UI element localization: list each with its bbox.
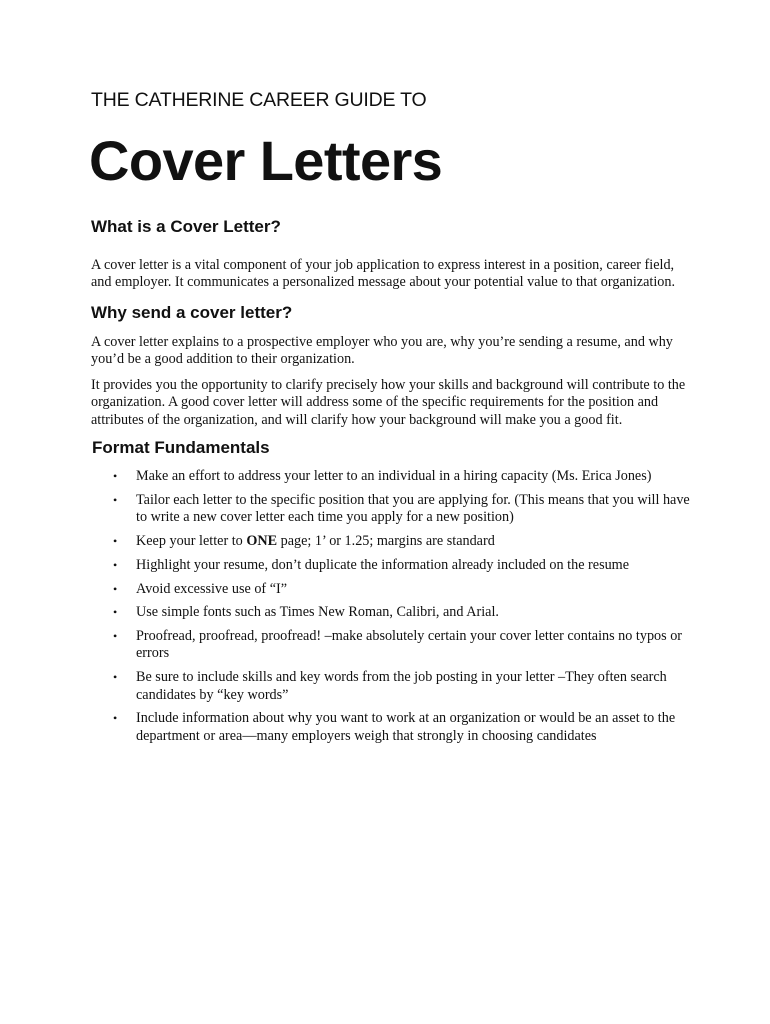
list-item-text: Use simple fonts such as Times New Roman, Calibri, and Arial. [136, 604, 499, 621]
list-item-text: Avoid excessive use of “I” [136, 580, 288, 597]
bullet-icon: • [113, 711, 118, 726]
list-item-text: Include information about why you want to work at an organization or would be an asset to the department or area—many employers weigh that strongly in choosing candidates [136, 710, 676, 744]
section-heading-what: What is a Cover Letter? [91, 217, 281, 236]
bullet-icon: • [113, 557, 118, 572]
list-item-text: Highlight your resume, don’t duplicate the information already included on the resume [136, 556, 630, 573]
list-item-text-after: page; 1’ or 1.25; margins are standard [277, 532, 495, 549]
list-item [91, 628, 691, 663]
guide-kicker: THE CATHERINE CAREER GUIDE TO [91, 89, 427, 111]
bullet-icon: • [113, 492, 118, 507]
paragraph-what: A cover letter is a vital component of your job application to express interest in a position, career field, and employer. It communicates a personalized message about your potential value to that organization. [91, 257, 676, 291]
paragraph-why-1: A cover letter explains to a prospective employer who you are, why you’re sending a resume, and why you’d be a good addition to their organization. [91, 333, 673, 367]
list-item-text: Make an effort to address your letter to an individual in a hiring capacity (Ms. Erica Jones) [136, 468, 652, 485]
list-item [91, 710, 691, 745]
bullet-icon: • [113, 670, 118, 685]
list-item [91, 468, 691, 485]
bullet-icon: • [113, 629, 118, 644]
list-item [91, 669, 691, 704]
section-heading-why: Why send a cover letter? [91, 302, 293, 322]
list-item-text-before: Keep your letter to [136, 532, 247, 549]
list-item [91, 557, 691, 574]
list-item [91, 492, 691, 527]
bullet-icon: • [113, 581, 118, 596]
list-item [91, 604, 691, 621]
format-list [91, 468, 691, 745]
section-heading-format: Format Fundamentals [92, 438, 270, 458]
list-item [91, 581, 691, 598]
bullet-icon: • [113, 469, 118, 484]
list-item-text: Tailor each letter to the specific position that you are applying for. (This means that you will have to write a new cover letter each time you apply for a new position) [136, 491, 690, 526]
paragraph-why-2: It provides you the opportunity to clarify precisely how your skills and background will contribute to the organization. A good cover letter will address some of the specific requirements for the position and attributes of the organization, and will clarify how your background will make you a good fit. [91, 377, 686, 428]
list-item-emphasis: ONE [246, 532, 278, 549]
list-item-text: Proofread, proofread, proofread! –make absolutely certain your cover letter contains no typos or errors [136, 628, 683, 662]
bullet-icon: • [113, 605, 118, 620]
bullet-icon: • [113, 533, 118, 548]
document-body [91, 216, 691, 751]
list-item-text: Be sure to include skills and key words from the job posting in your letter –They often search candidates by “key words” [136, 669, 667, 703]
list-item [91, 533, 691, 550]
page-title: Cover Letters [89, 129, 443, 192]
